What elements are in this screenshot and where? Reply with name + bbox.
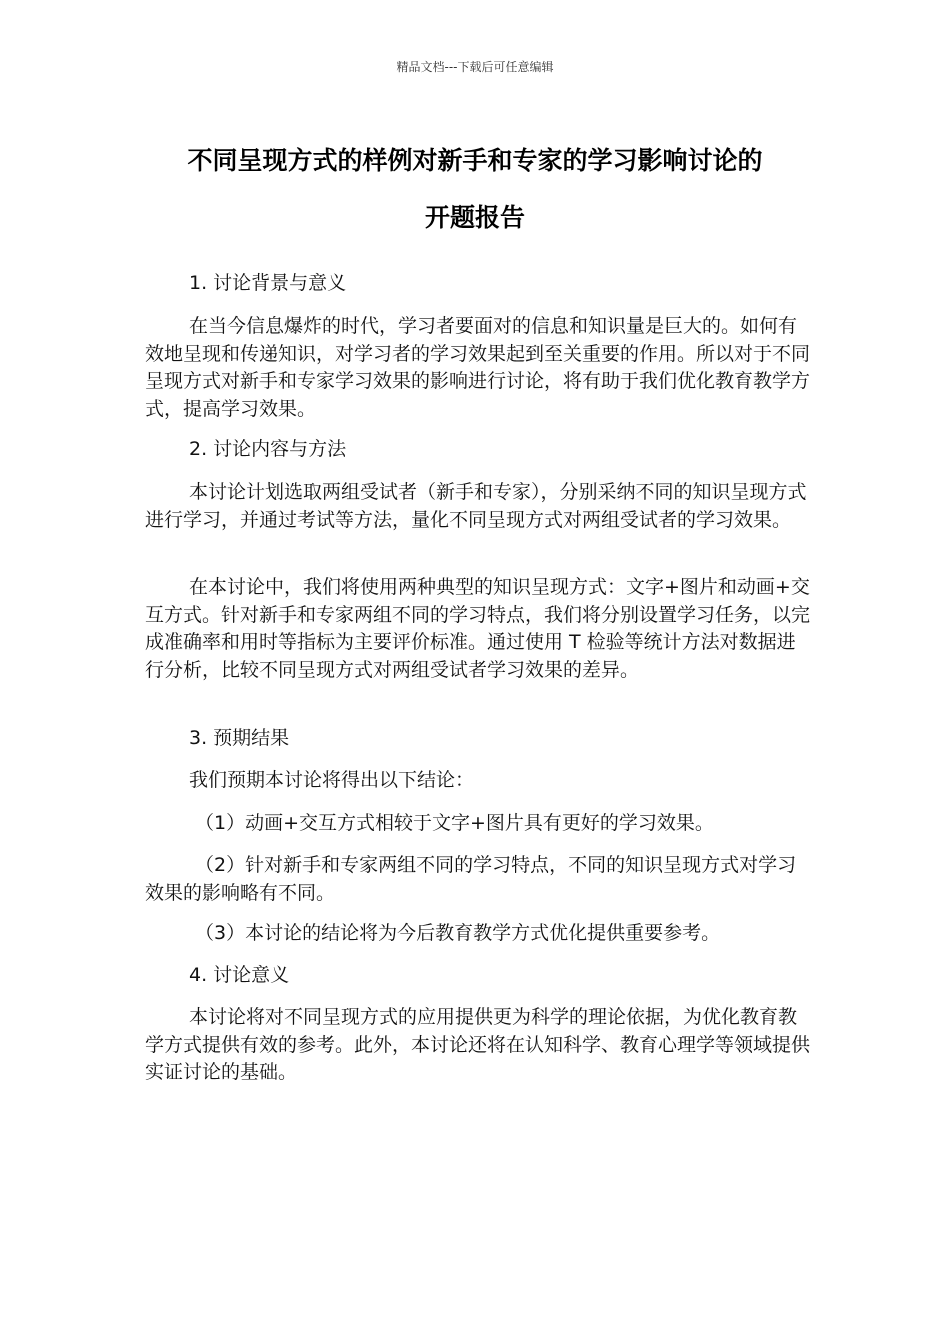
background-paragraph: 在当今信息爆炸的时代，学习者要面对的信息和知识量是巨大的。如何有效地呈现和传递知识，对学习者的学习效果起到至关重要的作用。所以对于不同呈现方式对新手和专家学习效果的影响进行讨论，将有助于我们优化教育教学方式，提高学习效果。 [145, 315, 811, 420]
document-title [140, 132, 810, 246]
page-header: 精品文档---下载后可任意编辑 [396, 60, 554, 74]
section-heading-1: 1. 讨论背景与意义 [189, 272, 347, 294]
results-intro: 我们预期本讨论将得出以下结论： [189, 769, 475, 791]
section-heading-2: 2. 讨论内容与方法 [189, 438, 347, 460]
section-heading-3: 3. 预期结果 [189, 727, 290, 749]
section-heading-4: 4. 讨论意义 [189, 964, 290, 986]
title-line-2: 开题报告 [424, 203, 525, 232]
result-item-1: （1）动画+交互方式相较于文字+图片具有更好的学习效果。 [195, 812, 714, 834]
result-item-2: （2）针对新手和专家两组不同的学习特点，不同的知识呈现方式对学习效果的影响略有不同。 [145, 854, 797, 904]
method-paragraph-2: 在本讨论中，我们将使用两种典型的知识呈现方式：文字+图片和动画+交互方式。针对新手和专家两组不同的学习特点，我们将分别设置学习任务，以完成准确率和用时等指标为主要评价标准。通过使用 T 检验等统计方法对数据进行分析，比较不同呈现方式对两组受试者学习效果的差异。 [145, 576, 811, 681]
significance-paragraph: 本讨论将对不同呈现方式的应用提供更为科学的理论依据，为优化教育教学方式提供有效的参考。此外，本讨论还将在认知科学、教育心理学等领域提供实证讨论的基础。 [145, 1006, 811, 1083]
title-line-1: 不同呈现方式的样例对新手和专家的学习影响讨论的 [187, 146, 763, 175]
method-paragraph-1: 本讨论计划选取两组受试者（新手和专家），分别采纳不同的知识呈现方式进行学习，并通过考试等方法，量化不同呈现方式对两组受试者的学习效果。 [145, 481, 807, 531]
result-item-3: （3）本讨论的结论将为今后教育教学方式优化提供重要参考。 [195, 922, 721, 944]
